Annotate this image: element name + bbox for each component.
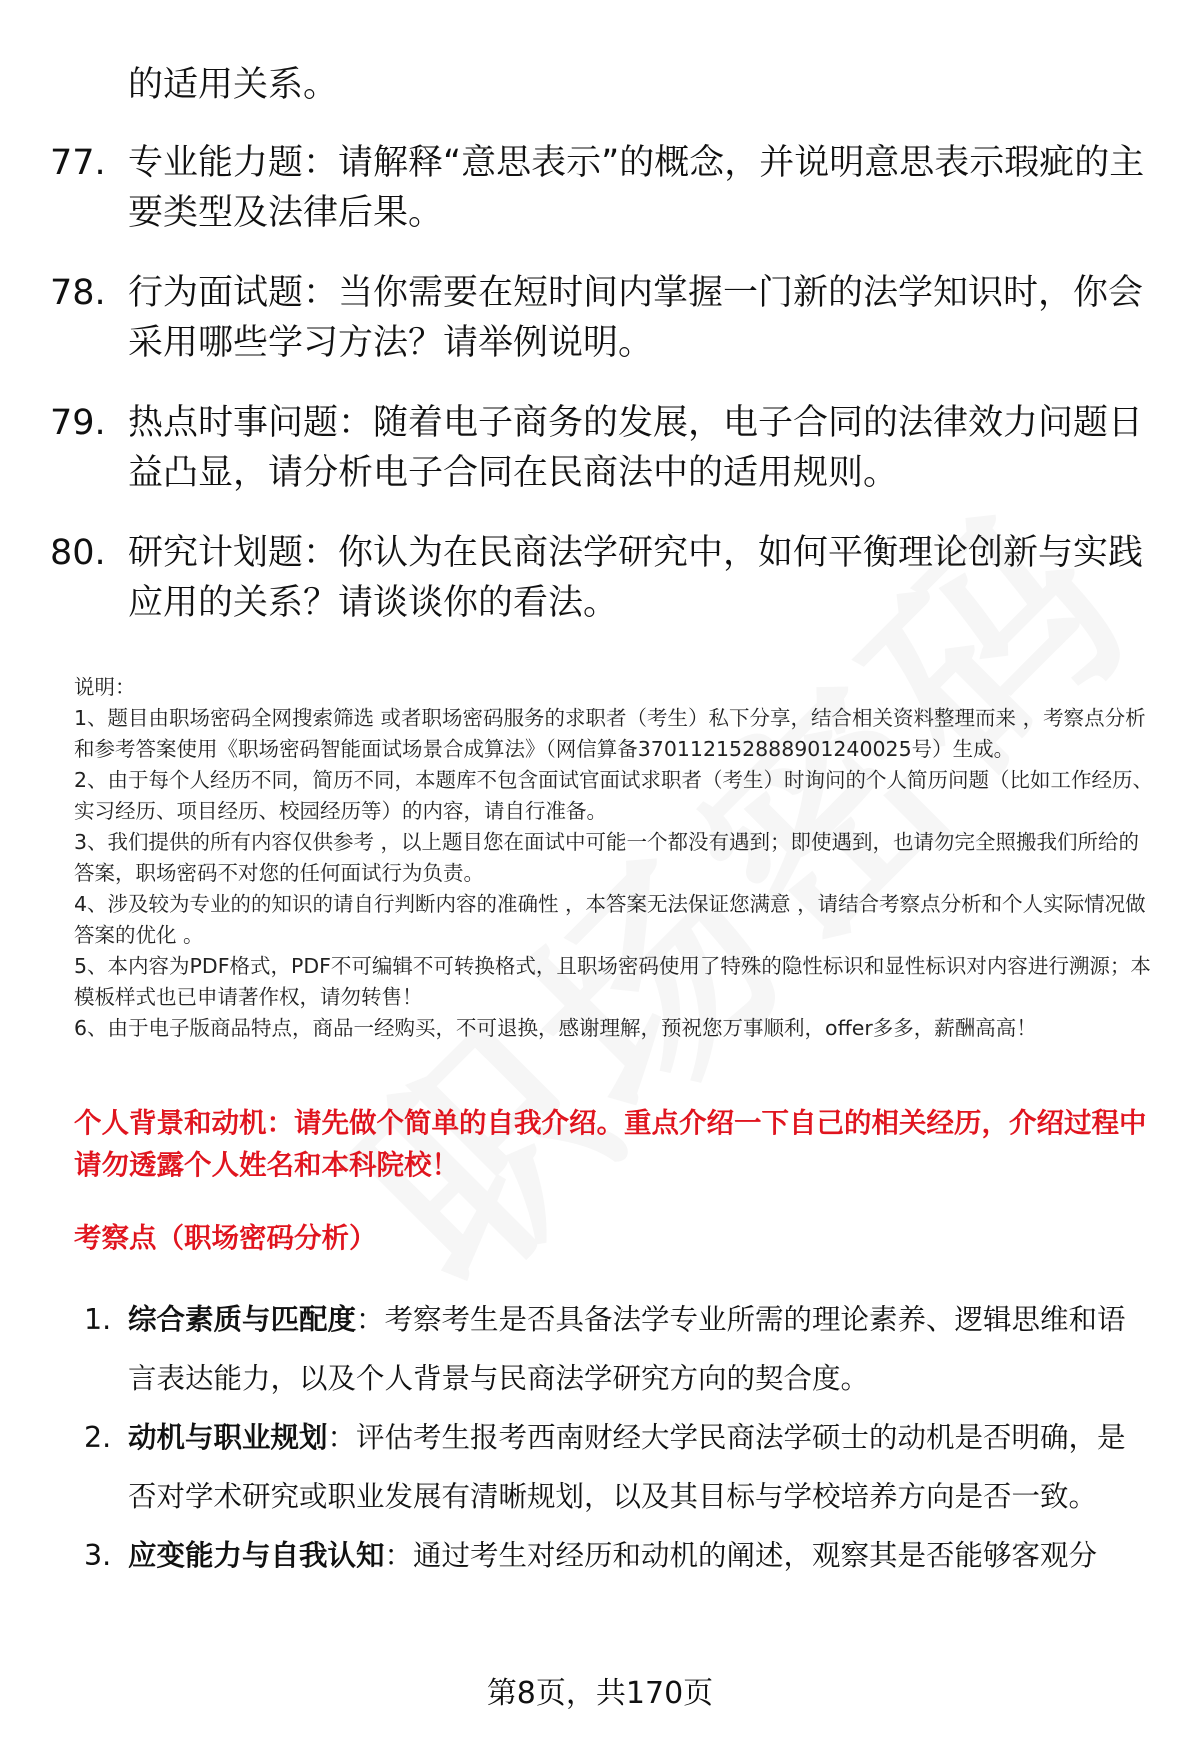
analysis-list xyxy=(84,1290,1154,1585)
question-item xyxy=(50,138,1160,238)
question-text: 热点时事问题：随着电子商务的发展，电子合同的法律效力问题日益凸显，请分析电子合同在民商法中的适用规则。 xyxy=(128,403,1144,493)
analysis-label: 应变能力与自我认知 xyxy=(128,1539,385,1572)
question-heading: 个人背景和动机：请先做个简单的自我介绍。重点介绍一下自己的相关经历，介绍过程中请勿透露个人姓名和本科院校！ xyxy=(74,1107,1147,1181)
analysis-number: 3. xyxy=(84,1539,112,1572)
analysis-body: ：通过考生对经历和动机的阐述，观察其是否能够客观分 xyxy=(384,1539,1098,1572)
question-item xyxy=(50,528,1160,628)
analysis-item xyxy=(84,1408,1154,1526)
page-number: 第8页，共170页 xyxy=(486,1676,714,1711)
analysis-heading: 考察点（职场密码分析） xyxy=(74,1222,377,1254)
question-item xyxy=(50,268,1160,368)
notes-section xyxy=(74,672,1154,1044)
note-item: 6、由于电子版商品特点，商品一经购买，不可退换，感谢理解，预祝您万事顺利，offer多多，薪酬高高！ xyxy=(74,1016,1037,1040)
question-item xyxy=(50,398,1160,498)
analysis-body: ：考察考生是否具备法学专业所需的理论素养、逻辑思维和语言表达能力，以及个人背景与民商法学研究方向的契合度。 xyxy=(128,1303,1126,1395)
question-text: 专业能力题：请解释“意思表示”的概念，并说明意思表示瑕疵的主要类型及法律后果。 xyxy=(128,143,1145,233)
note-item: 1、题目由职场密码全网搜索筛选 或者职场密码服务的求职者（考生）私下分享，结合相关资料整理而来 ，考察点分析和参考答案使用《职场密码智能面试场景合成算法》（网信算备370112152888901240025号）生成。 xyxy=(74,706,1146,761)
question-text: 研究计划题：你认为在民商法学研究中，如何平衡理论创新与实践应用的关系？请谈谈你的看法。 xyxy=(128,533,1144,623)
analysis-label: 综合素质与匹配度 xyxy=(128,1303,357,1336)
analysis-item xyxy=(84,1526,1154,1585)
note-item: 5、本内容为PDF格式，PDF不可编辑不可转换格式，且职场密码使用了特殊的隐性标识和显性标识对内容进行溯源；本模板样式也已申请著作权，请勿转售！ xyxy=(74,954,1151,1009)
question-list xyxy=(50,138,1160,658)
question-continuation: 的适用关系。 xyxy=(128,65,339,105)
analysis-text xyxy=(128,1526,1154,1585)
note-item: 3、我们提供的所有内容仅供参考 ，以上题目您在面试中可能一个都没有遇到；即使遇到，也请勿完全照搬我们所给的答案，职场密码不对您的任何面试行为负责。 xyxy=(74,830,1140,885)
note-item: 4、涉及较为专业的的知识的请自行判断内容的准确性 ，本答案无法保证您满意 ，请结合考察点分析和个人实际情况做答案的优化 。 xyxy=(74,892,1146,947)
question-number: 79. xyxy=(50,403,106,443)
question-number: 77. xyxy=(50,143,106,183)
analysis-number: 2. xyxy=(84,1421,112,1454)
analysis-label: 动机与职业规划 xyxy=(128,1421,328,1454)
question-number: 80. xyxy=(50,533,106,573)
question-text: 行为面试题：当你需要在短时间内掌握一门新的法学知识时，你会采用哪些学习方法？请举例说明。 xyxy=(128,273,1144,363)
analysis-number: 1. xyxy=(84,1303,112,1336)
analysis-item xyxy=(84,1290,1154,1408)
note-item: 2、由于每个人经历不同，简历不同，本题库不包含面试官面试求职者（考生）时询问的个人简历问题（比如工作经历、实习经历、项目经历、校园经历等）的内容，请自行准备。 xyxy=(74,768,1154,823)
analysis-text xyxy=(128,1408,1154,1526)
notes-title: 说明： xyxy=(74,675,136,699)
question-number: 78. xyxy=(50,273,106,313)
analysis-text xyxy=(128,1290,1154,1408)
analysis-body: ：评估考生报考西南财经大学民商法学硕士的动机是否明确，是否对学术研究或职业发展有清晰规划，以及其目标与学校培养方向是否一致。 xyxy=(128,1421,1126,1513)
